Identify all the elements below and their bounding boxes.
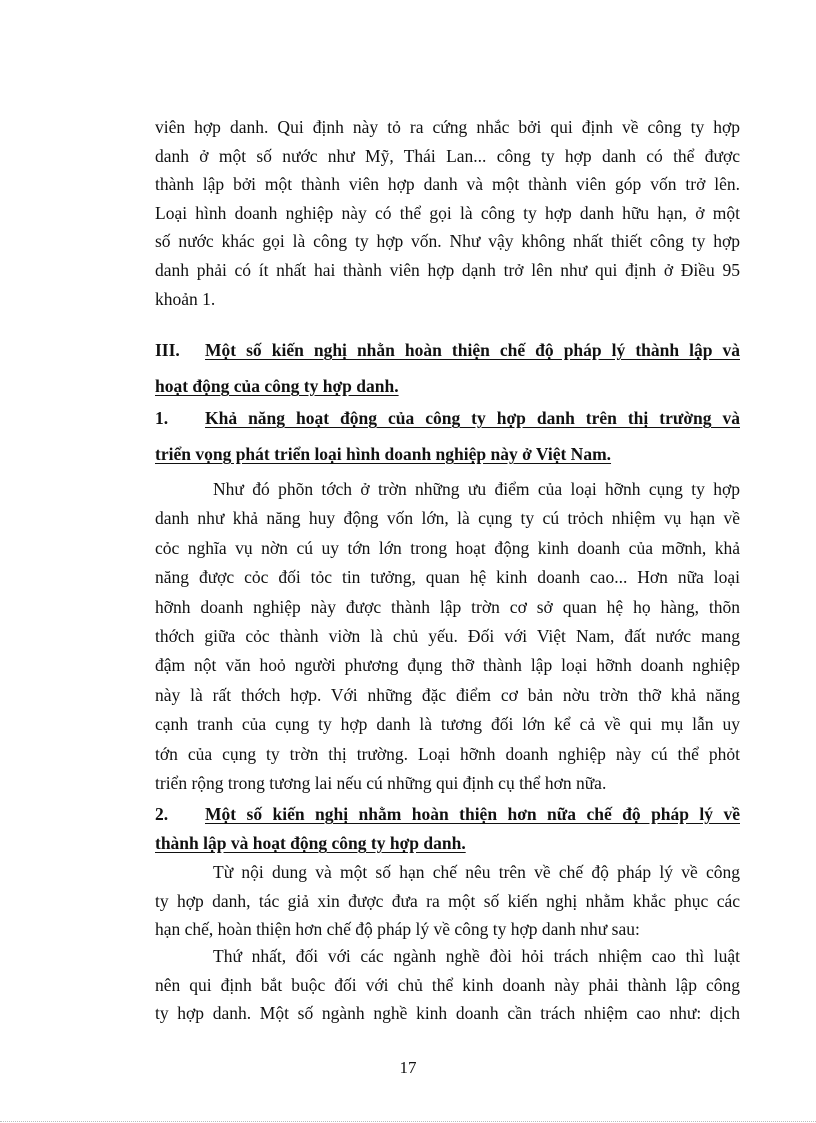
text-line: Như đó phõn tớch ở trờn những ưu điểm của loại hỡnh cụng ty hợp (213, 479, 740, 499)
text-line: cỏc nghĩa vụ nờn cú uy tớn lớn trong hoạt động kinh doanh của mỡnh, khả (155, 537, 740, 558)
text-line: số nước khác gọi là công ty hợp vốn. Như vậy không nhất thiết công ty hợp (155, 231, 740, 252)
heading-line: thành lập và hoạt động công ty hợp danh. (155, 833, 466, 853)
text-line: viên hợp danh. Qui định này tỏ ra cứng nhắc bởi qui định về công ty hợp (155, 117, 740, 137)
heading-line: hoạt động của công ty hợp danh. (155, 376, 399, 396)
text-line: này là rất thớch hợp. Với những đặc điểm cơ bản nờu trờn thỡ khả năng (155, 684, 740, 705)
text-line: cạnh tranh của cụng ty hợp danh là tương đối lớn kể cả về qui mụ lẫn uy (155, 714, 740, 735)
section-number: III. (155, 340, 180, 360)
text-line: Loại hình doanh nghiệp này có thể gọi là công ty hợp danh hữu hạn, ở một (155, 202, 740, 223)
subsection-number: 2. (155, 804, 169, 824)
subsection-2-paragraph-1 (155, 858, 740, 944)
text-line: danh như khả năng huy động vốn lớn, là cụng ty cú trỏch nhiệm vụ hạn về (155, 508, 740, 529)
text-line: tớn của cụng ty trờn thị trường. Loại hỡnh doanh nghiệp này cú thể phỏt (155, 743, 740, 764)
text-line: năng được cỏc đối tỏc tin tưởng, quan hệ kinh doanh cao... Hơn nữa loại (155, 567, 740, 588)
text-line: danh phải có ít nhất hai thành viên hợp dạnh trở lên như qui định ở Điều 95 (155, 259, 740, 280)
text-line: đậm nột văn hoỏ người phương đụng thỡ thành lập loại hỡnh doanh nghiệp (155, 655, 740, 676)
text-line: triển rộng trong tương lai nếu cú những qui định cụ thể hơn nữa. (155, 773, 607, 794)
intro-paragraph (155, 113, 740, 313)
subsection-2-paragraph-2 (155, 942, 740, 1028)
text-line: hỡnh doanh nghiệp này được thành lập trờn cơ sở quan hệ họ hàng, thõn (155, 596, 740, 617)
heading-line: Một số kiến nghị nhằm hoàn thiện hơn nữa chế độ pháp lý về (205, 804, 740, 824)
text-line: Từ nội dung và một số hạn chế nêu trên về chế độ pháp lý về công (213, 862, 740, 882)
section-iii-heading (155, 332, 740, 404)
text-line: thành lập bởi một thành viên hợp danh và một thành viên góp vốn trở lên. (155, 174, 740, 195)
text-line: ty hợp danh, tác giả xin được đưa ra một số kiến nghị nhằm khắc phục các (155, 890, 740, 911)
page-number: 17 (399, 1058, 417, 1077)
text-line: ty hợp danh. Một số ngành nghề kinh doanh cần trách nhiệm cao như: dịch (155, 1003, 740, 1024)
text-line: danh ở một số nước như Mỹ, Thái Lan... công ty hợp danh có thể được (155, 145, 740, 166)
subsection-1-heading (155, 400, 740, 472)
text-line: nên qui định bắt buộc đối với chủ thể kinh doanh này phải thành lập công (155, 974, 740, 995)
heading-line: triển vọng phát triển loại hình doanh nghiệp này ở Việt Nam. (155, 444, 612, 464)
heading-line: Một số kiến nghị nhằn hoàn thiện chế độ pháp lý thành lập và (205, 340, 740, 360)
text-line: khoản 1. (155, 288, 216, 309)
text-line: Thứ nhất, đối với các ngành nghề đòi hỏi trách nhiệm cao thì luật (213, 946, 740, 966)
subsection-1-paragraph (155, 475, 740, 798)
page-bottom-divider (0, 1121, 816, 1122)
heading-line: Khả năng hoạt động của công ty hợp danh trên thị trường và (205, 408, 740, 428)
subsection-number: 1. (155, 408, 169, 428)
text-line: thớch giữa cỏc thành viờn là chủ yếu. Đối với Việt Nam, đất nước mang (155, 626, 740, 647)
text-line: hạn chế, hoàn thiện hơn chế độ pháp lý về công ty hợp danh như sau: (155, 919, 640, 940)
subsection-2-heading (155, 800, 740, 858)
